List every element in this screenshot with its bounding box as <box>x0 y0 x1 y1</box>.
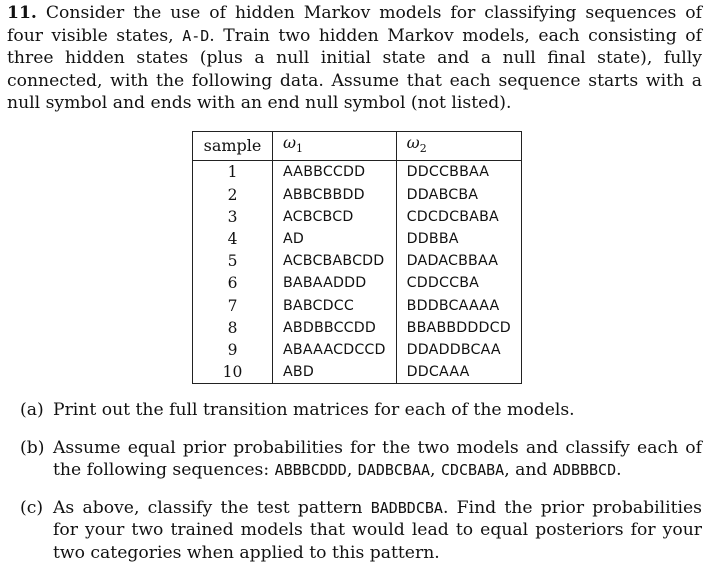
omega-2-sequence: CDDCCBA <box>396 272 521 294</box>
sample-number: 4 <box>193 228 273 250</box>
omega-2-sequence: CDCDCBABA <box>396 206 521 228</box>
part-c-label: (c) <box>20 497 44 518</box>
omega-2-sequence: DDADDBCAA <box>396 339 521 361</box>
omega-1-sequence: ABBCBBDD <box>273 184 397 206</box>
sample-number: 8 <box>193 317 273 339</box>
table-row <box>193 228 522 250</box>
omega-2-sequence: DDABCBA <box>396 184 521 206</box>
omega-1-sequence: AD <box>273 228 397 250</box>
omega-1-sequence: BABAADDD <box>273 272 397 294</box>
part-a <box>20 399 702 422</box>
sequence-4: ADBBBCD <box>552 461 617 479</box>
sample-number: 2 <box>193 184 273 206</box>
question-parts <box>20 399 702 579</box>
sample-number: 3 <box>193 206 273 228</box>
test-pattern: BADBDCBA <box>370 498 443 517</box>
header-sample: sample <box>193 132 273 161</box>
question-text-2: . Train two hidden Markov models, each consisting of three hidden states (plus a null initial state and a null final state), fully connected, with the following data. Assume that each sequence starts with a null symbol and ends with an end null symbol (not listed). <box>7 25 703 113</box>
question-text-1: Consider the use of hidden Markov models for classifying sequences of four visible states, <box>7 3 702 46</box>
omega-2-sequence: DDCCBBAA <box>396 161 521 184</box>
omega-1-sequence: ACBCBCD <box>273 206 397 228</box>
omega-1-sequence: BABCDCC <box>273 295 397 317</box>
sample-number: 10 <box>193 361 273 384</box>
training-data-table <box>192 131 522 384</box>
table-row <box>193 184 522 206</box>
table-row <box>193 295 522 317</box>
sample-number: 1 <box>193 161 273 184</box>
table-header-row <box>193 132 522 161</box>
omega-1-sequence: ABD <box>273 361 397 384</box>
omega-2-sequence: DDCAAA <box>396 361 521 384</box>
omega-2-sequence: BBABBDDDCD <box>396 317 521 339</box>
table-row <box>193 317 522 339</box>
part-c-text: As above, classify the test pattern BADBDCBA. Find the prior probabilities for your two trained models that would lead to equal posteriors for your two categories when applied to this pattern. <box>53 497 702 563</box>
part-b <box>20 437 702 482</box>
sequence-2: DADBCBAA <box>357 461 431 479</box>
part-b-label: (b) <box>20 437 45 458</box>
sample-number: 6 <box>193 272 273 294</box>
sample-number: 5 <box>193 250 273 272</box>
omega-1-sequence: AABBCCDD <box>273 161 397 184</box>
table-row <box>193 339 522 361</box>
part-c <box>20 497 702 565</box>
states-range: A-D <box>182 26 210 45</box>
question-intro <box>7 2 702 115</box>
header-omega-1: $\omega_1$ <box>273 132 397 161</box>
table-row <box>193 272 522 294</box>
omega-1-sequence: ACBCBABCDD <box>273 250 397 272</box>
sequence-3: CDCBABA <box>440 461 505 479</box>
sample-number: 9 <box>193 339 273 361</box>
table-row <box>193 250 522 272</box>
header-omega-2: $\omega_2$ <box>396 132 521 161</box>
part-a-text: Print out the full transition matrices for each of the models. <box>53 400 575 420</box>
omega-1-sequence: ABDBBCCDD <box>273 317 397 339</box>
table-row <box>193 361 522 384</box>
sample-number: 7 <box>193 295 273 317</box>
part-a-label: (a) <box>20 400 44 420</box>
omega-1-sequence: ABAAACDCCD <box>273 339 397 361</box>
omega-2-sequence: DDBBA <box>396 228 521 250</box>
omega-2-sequence: DADACBBAA <box>396 250 521 272</box>
sequence-1: ABBBCDDD <box>274 461 347 479</box>
table-row <box>193 161 522 184</box>
question-number: 11. <box>7 3 37 23</box>
part-b-text: Assume equal prior probabilities for the two models and classify each of the following sequences: ABBBCDDD, DADBCBAA, CDCBABA, and ADBBBCD. <box>53 437 702 480</box>
table-row <box>193 206 522 228</box>
omega-2-sequence: BDDBCAAAA <box>396 295 521 317</box>
